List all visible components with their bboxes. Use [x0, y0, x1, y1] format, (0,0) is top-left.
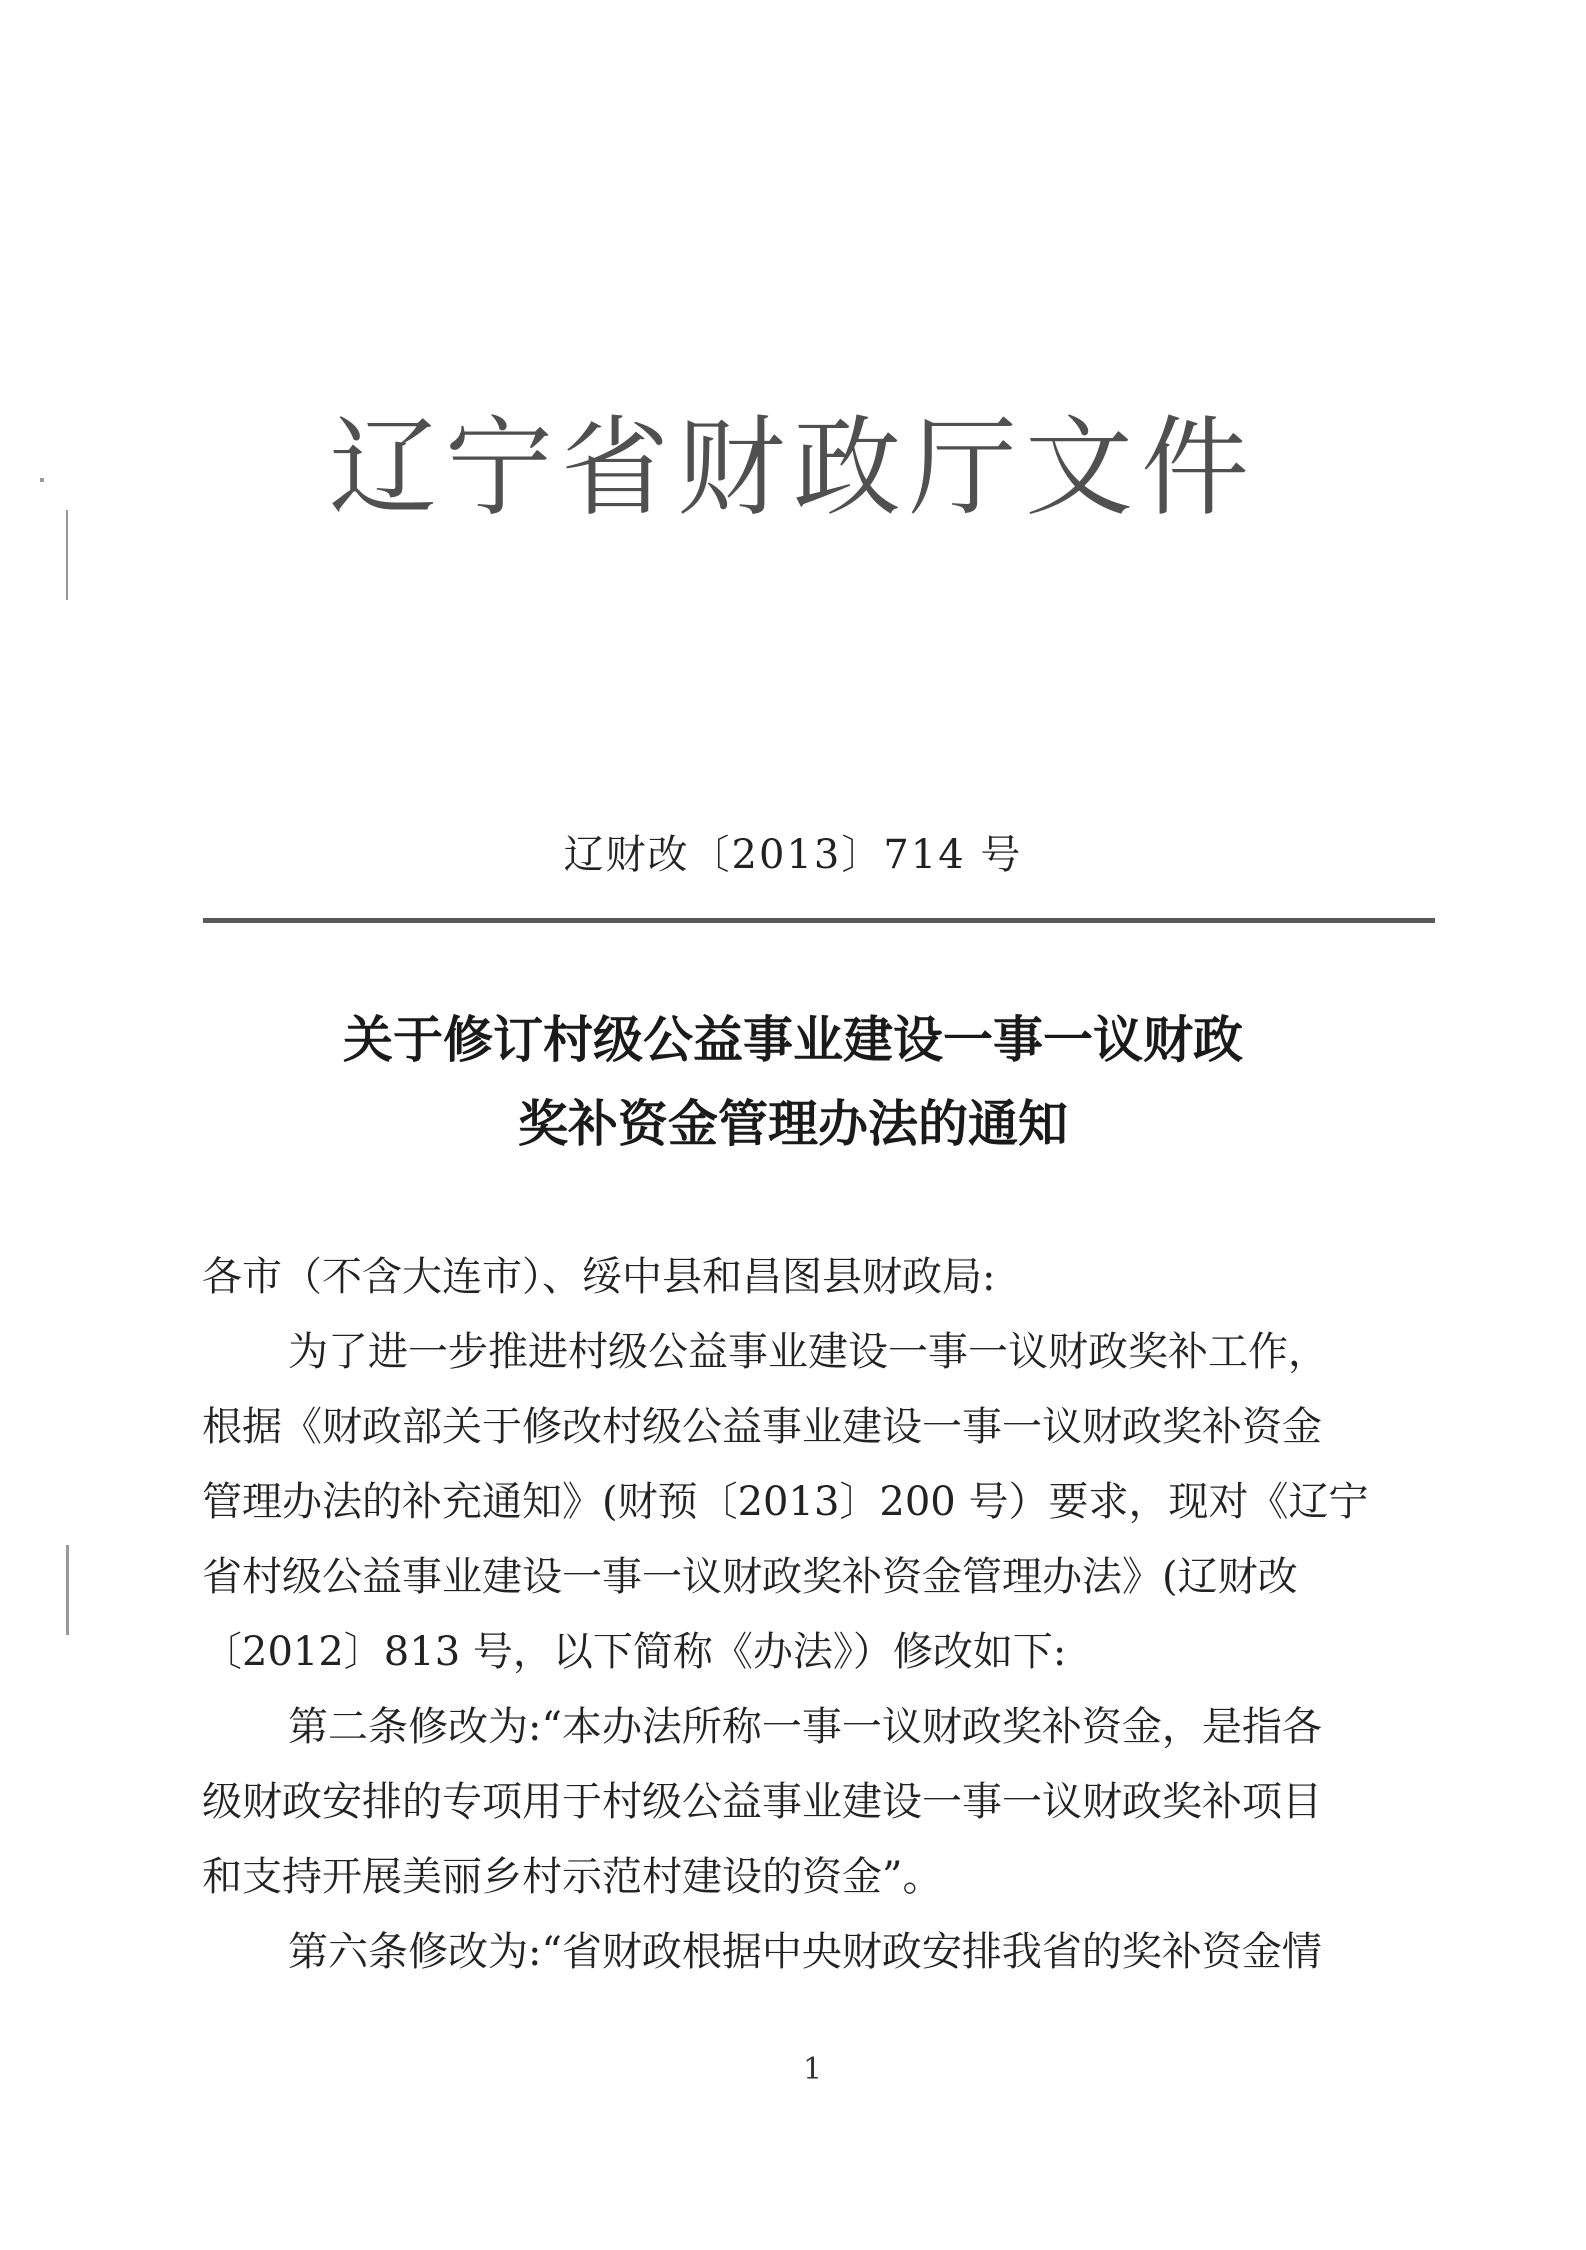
body-line: 管理办法的补充通知》(财预〔2013〕200 号）要求，现对《辽宁 — [202, 1479, 1369, 1525]
salutation: 各市（不含大连市）、绥中县和昌图县财政局: — [202, 1254, 996, 1300]
page-number: 1 — [803, 2052, 823, 2087]
masthead-title: 辽宁省财政厅文件 — [328, 406, 1257, 531]
scan-artifact — [66, 1545, 69, 1635]
notice-title-line: 关于修订村级公益事业建设一事一议财政 — [343, 1011, 1243, 1069]
masthead-divider-line — [203, 918, 1435, 923]
body-line: 为了进一步推进村级公益事业建设一事一议财政奖补工作， — [288, 1329, 1328, 1375]
body-line: 第二条修改为:“本办法所称一事一议财政奖补资金，是指各 — [288, 1704, 1322, 1750]
scan-artifact — [66, 510, 68, 600]
body-line: 级财政安排的专项用于村级公益事业建设一事一议财政奖补项目 — [202, 1779, 1322, 1825]
scan-artifact — [40, 478, 44, 482]
body-line: 和支持开展美丽乡村示范村建设的资金”。 — [202, 1854, 943, 1900]
document-number: 辽财改〔2013〕714 号 — [563, 832, 1023, 878]
body-line: 根据《财政部关于修改村级公益事业建设一事一议财政奖补资金 — [202, 1404, 1322, 1450]
notice-title — [200, 998, 1386, 1166]
notice-body — [202, 1240, 1410, 1990]
notice-title-line: 奖补资金管理办法的通知 — [518, 1095, 1068, 1153]
body-line: 〔2012〕813 号，以下简称《办法》）修改如下: — [202, 1629, 1067, 1675]
body-line: 第六条修改为:“省财政根据中央财政安排我省的奖补资金情 — [288, 1929, 1322, 1975]
body-line: 省村级公益事业建设一事一议财政奖补资金管理办法》(辽财改 — [202, 1554, 1298, 1600]
